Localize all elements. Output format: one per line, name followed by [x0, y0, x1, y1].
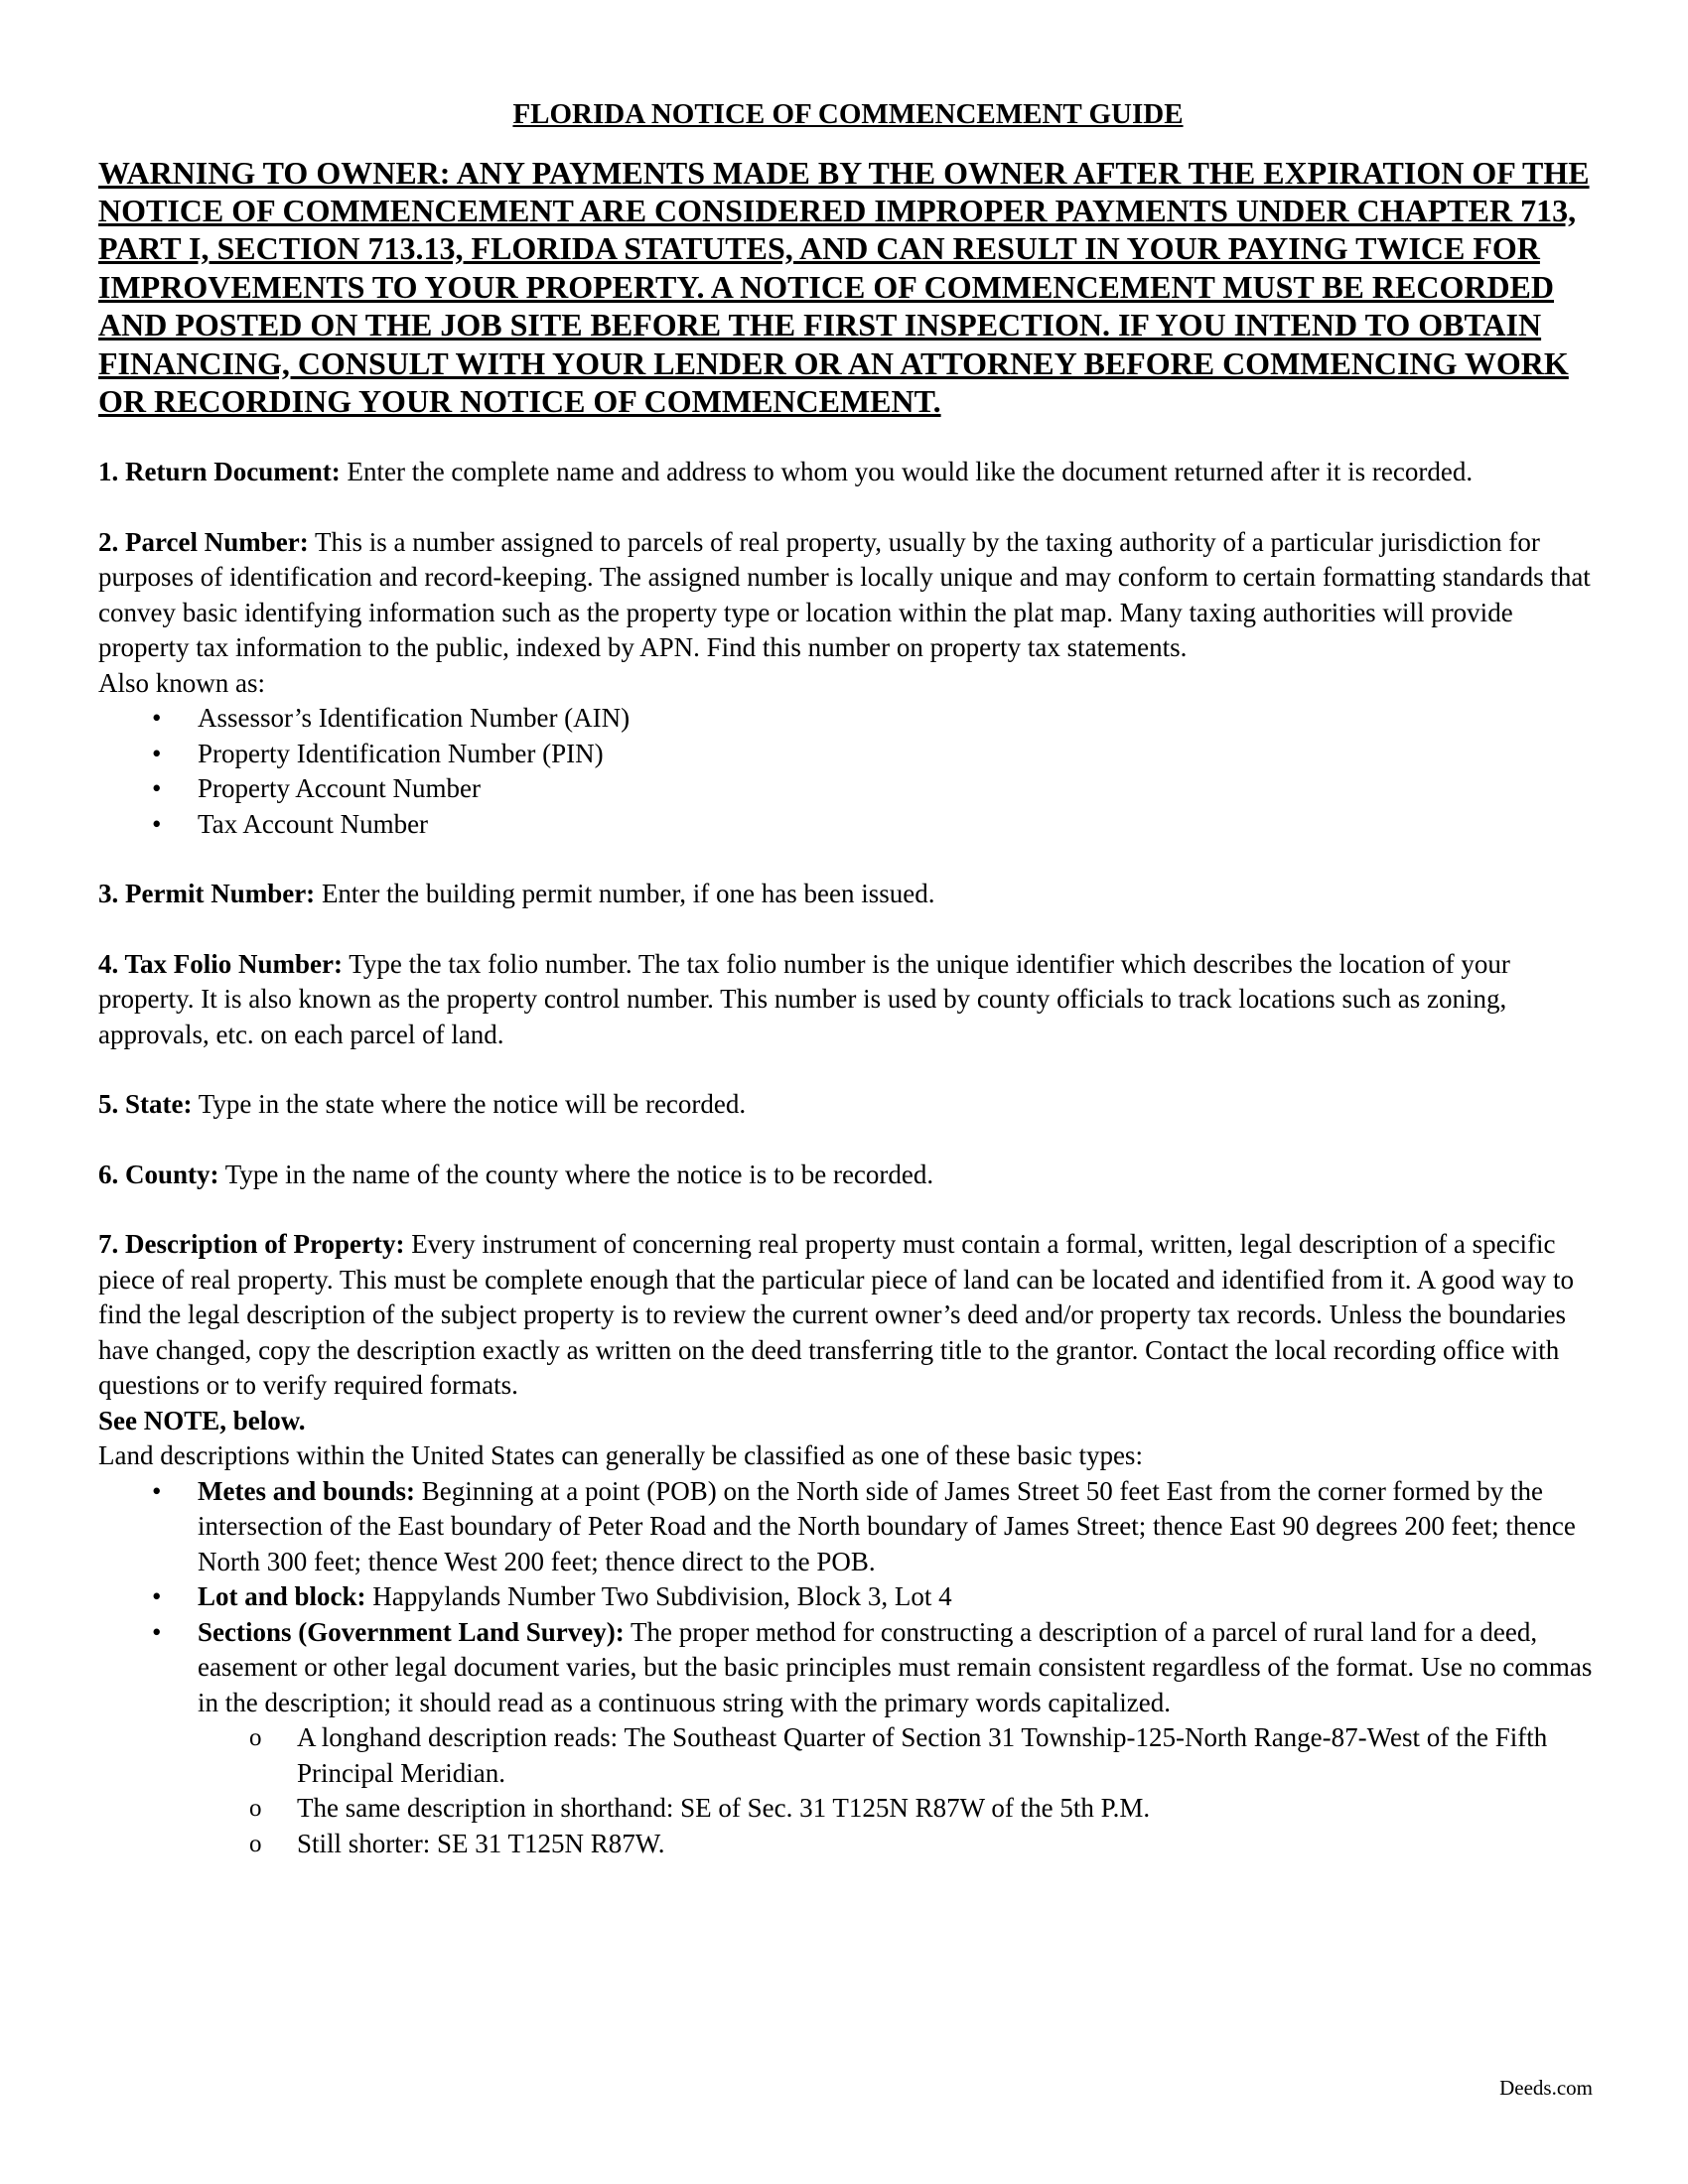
document-page — [98, 97, 1598, 1896]
type-label: Metes and bounds: — [198, 1475, 416, 1506]
type-text: Happylands Number Two Subdivision, Block 3, Lot 4 — [372, 1581, 952, 1612]
aka-list — [98, 701, 1598, 842]
section-examples-list — [198, 1720, 1598, 1861]
section-label: 4. Tax Folio Number: — [98, 948, 344, 979]
section-text: Enter the complete name and address to whom you would like the document returned after it is recorded. — [347, 457, 1474, 487]
sub-list-item: o Still shorter: SE 31 T125N R87W. — [98, 1827, 1598, 1862]
type-label: Sections (Government Land Survey): — [198, 1616, 625, 1647]
section-text: Type the tax folio number. The tax folio number is the unique identifier which describes the location of your property. It is also known as the property control number. This number is used by county officials to track locations such as zoning, approvals, etc. on each parcel of land. — [98, 948, 1510, 1049]
section-county — [98, 1158, 1598, 1193]
section-label: 2. Parcel Number: — [98, 526, 309, 557]
list-item: • Property Account Number — [98, 771, 1598, 807]
list-item — [98, 1474, 1598, 1580]
section-text: Type in the name of the county where the notice is to be recorded. — [224, 1159, 934, 1189]
section-label: 3. Permit Number: — [98, 879, 316, 909]
section-permit-number — [98, 877, 1598, 912]
types-intro: Land descriptions within the United States can generally be classified as one of these basic types: — [98, 1440, 1143, 1471]
section-text: Enter the building permit number, if one has been issued. — [321, 879, 935, 909]
list-item: • Tax Account Number — [98, 807, 1598, 843]
description-types-list — [98, 1474, 1598, 1862]
section-label: 5. State: — [98, 1089, 193, 1120]
section-description-of-property — [98, 1227, 1598, 1861]
section-label: 7. Description of Property: — [98, 1229, 405, 1260]
list-item — [98, 1579, 1598, 1615]
list-item: • Assessor’s Identification Number (AIN) — [98, 701, 1598, 737]
footer-brand: Deeds.com — [1499, 2076, 1593, 2100]
section-parcel-number — [98, 525, 1598, 843]
page-title: FLORIDA NOTICE OF COMMENCEMENT GUIDE — [512, 98, 1184, 130]
section-state — [98, 1087, 1598, 1123]
section-label: 6. County: — [98, 1159, 219, 1189]
sub-list-item: o The same description in shorthand: SE of Sec. 31 T125N R87W of the 5th P.M. — [98, 1791, 1598, 1827]
section-text: Every instrument of concerning real property must contain a formal, written, legal description of a specific piece of real property. This must be complete enough that the particular piece of land can be located and identified from it. A good way to find the legal description of the subject property is to review the current owner’s deed and/or property tax records. Unless the boundaries have changed, copy the description exactly as written on the deed transferring title to the grantor. Contact the local recording office with questions or to verify required formats. — [98, 1229, 1575, 1401]
list-item: • Property Identification Number (PIN) — [98, 737, 1598, 772]
type-label: Lot and block: — [198, 1581, 366, 1612]
section-return-document — [98, 455, 1598, 490]
section-tax-folio-number — [98, 947, 1598, 1053]
section-text: This is a number assigned to parcels of real property, usually by the taxing authority of a particular jurisdiction for purposes of identification and record-keeping. The assigned number is locally unique and may conform to certain formatting standards that convey basic identifying information such as the property type or location within the plat map. Many taxing authorities will provide property tax information to the public, indexed by APN. Find this number on property tax statements. — [98, 526, 1591, 663]
section-label: 1. Return Document: — [98, 457, 341, 487]
type-text: Beginning at a point (POB) on the North side of James Street 50 feet East from the corner formed by the intersection of the East boundary of Peter Road and the North boundary of James Street; thence East 90 degrees 200 feet; thence North 300 feet; thence West 200 feet; thence direct to the POB. — [198, 1475, 1576, 1576]
sub-list-item: o A longhand description reads: The Southeast Quarter of Section 31 Township-125-North Range-87-West of the Fifth Principal Meridian. — [98, 1720, 1598, 1791]
section-text: Type in the state where the notice will be recorded. — [198, 1089, 747, 1120]
see-note: See NOTE, below. — [98, 1405, 306, 1435]
type-text: The proper method for constructing a description of a parcel of rural land for a deed, easement or other legal document varies, but the basic principles must remain consistent regardless of the format. Use no commas in the description; it should read as a continuous string with the primary words capitalized. — [198, 1616, 1593, 1717]
owner-warning: WARNING TO OWNER: ANY PAYMENTS MADE BY THE OWNER AFTER THE EXPIRATION OF THE NOTICE OF COMMENCEMENT ARE CONSIDERED IMPROPER PAYMENTS UNDER CHAPTER 713, PART I, SECTION 713.13, FLORIDA STATUTES, AND CAN RESULT IN YOUR PAYING TWICE FOR IMPROVEMENTS TO YOUR PROPERTY. A NOTICE OF COMMENCEMENT MUST BE RECORDED AND POSTED ON THE JOB SITE BEFORE THE FIRST INSPECTION. IF YOU INTEND TO OBTAIN FINANCING, CONSULT WITH YOUR LENDER OR AN ATTORNEY BEFORE COMMENCING WORK OR RECORDING YOUR NOTICE OF COMMENCEMENT. — [98, 154, 1590, 419]
list-item — [98, 1615, 1598, 1862]
also-known-as: Also known as: — [98, 667, 265, 698]
